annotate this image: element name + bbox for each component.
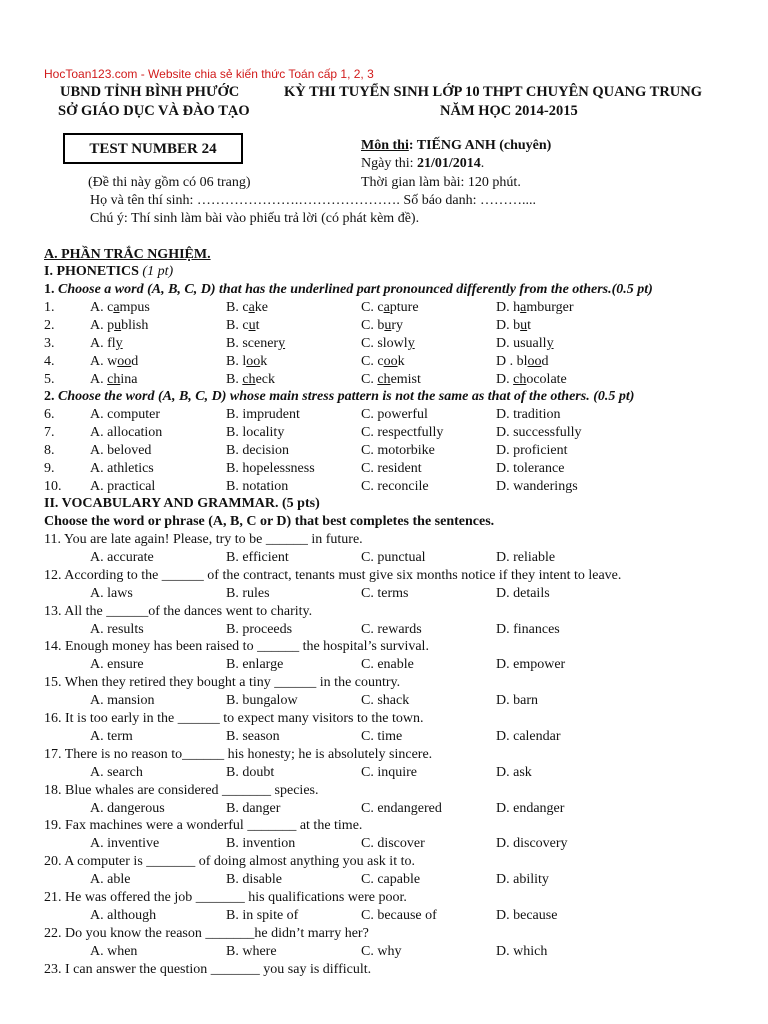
underlined-part: ch [242, 371, 256, 387]
underlined-part: a [248, 300, 255, 315]
option-b: B. invention [226, 836, 296, 852]
option-b: B. locality [226, 424, 285, 440]
header-school-year: NĂM HỌC 2014-2015 [440, 103, 578, 119]
option-c: C. rewards [361, 621, 422, 637]
option-c: C. resident [361, 460, 422, 476]
q2-instruction-text: Choose the word (A, B, C, D) whose main stress pattern is not the same as that of the others. (0.5 pt) [58, 389, 635, 404]
option-a: A. accurate [90, 549, 154, 565]
option-b: B. where [226, 943, 277, 959]
option-a: A. beloved [90, 442, 152, 458]
option-c: C. motorbike [361, 442, 435, 458]
question-text: 20. A computer is _______ of doing almost anything you ask it to. [44, 854, 415, 870]
header-exam-title: KỲ THI TUYỂN SINH LỚP 10 THPT CHUYÊN QUANG TRUNG [284, 84, 703, 100]
underlined-part: a [520, 300, 527, 315]
option-a [90, 300, 150, 316]
subject-label: Môn thi [361, 138, 409, 153]
option-a [90, 318, 148, 334]
option-d [496, 336, 554, 352]
option-d: D. ability [496, 872, 549, 888]
option-c: C. discover [361, 836, 425, 852]
underlined-part: u [384, 317, 392, 333]
underlined-part: u [520, 317, 528, 333]
option-a [90, 354, 138, 370]
option-c: C. respectfully [361, 424, 444, 440]
option-d [496, 300, 574, 316]
option-b: B. season [226, 728, 280, 744]
underlined-part: y [407, 335, 415, 351]
answer-options [44, 622, 744, 640]
question-text: 11. You are late again! Please, try to be ______ in future. [44, 532, 363, 547]
answer-options [44, 693, 744, 711]
answer-options [44, 729, 744, 747]
candidate-name-line: Họ và tên thí sinh: ………………….…………………. Số báo danh: ……….... [90, 193, 537, 208]
option-b [226, 336, 285, 352]
option-a: A. athletics [90, 460, 154, 476]
stress-row [44, 443, 744, 461]
option-b [226, 318, 259, 334]
option-b: B. notation [226, 478, 289, 494]
option-a [90, 336, 123, 352]
underlined-part: u [248, 317, 256, 333]
exam-date [361, 156, 484, 172]
question-text: 22. Do you know the reason _______he didn’t marry her? [44, 925, 369, 941]
option-b: B. in spite of [226, 907, 299, 923]
phonetics-q1-instruction [44, 282, 653, 298]
q1-instruction-text: Choose a word (A, B, C, D) that has the underlined part pronounced differently from the others.(0.5 pt) [58, 282, 653, 297]
subject-value: : TIẾNG ANH (chuyên) [408, 138, 552, 153]
option-text: A. w [90, 353, 118, 369]
option-c: C. enable [361, 657, 414, 673]
option-c: C. powerful [361, 407, 428, 422]
option-text: D. h [496, 300, 521, 315]
exam-subject [361, 138, 551, 154]
option-d: D. empower [496, 657, 566, 673]
option-c: C. inquire [361, 764, 417, 780]
option-d: D. wanderings [496, 478, 578, 494]
phonetics-row [44, 336, 744, 354]
question-number: 2. [44, 317, 55, 333]
question-text: 15. When they retired they bought a tiny ______ in the country. [44, 675, 401, 691]
header-department: SỞ GIÁO DỤC VÀ ĐÀO TẠO [58, 103, 250, 119]
option-text: blish [121, 317, 149, 333]
option-b: B. doubt [226, 764, 275, 780]
option-text: mburger [526, 300, 574, 315]
option-text: C. c [361, 300, 384, 315]
question-number: 8. [44, 442, 55, 458]
option-b: B. decision [226, 442, 289, 458]
answer-options [44, 801, 744, 819]
option-text: C. slowl [361, 335, 408, 351]
option-c: C. reconcile [361, 478, 429, 494]
section-a-title: A. PHẦN TRẮC NGHIỆM. [44, 247, 211, 262]
underlined-part: ch [377, 371, 391, 387]
option-text: d [131, 353, 139, 369]
answer-options [44, 657, 744, 675]
option-a: A. when [90, 943, 138, 959]
option-c: C. capable [361, 872, 421, 888]
option-d: D. barn [496, 693, 538, 709]
answer-options [44, 836, 744, 854]
option-b: B. rules [226, 585, 270, 601]
option-c [361, 372, 421, 388]
option-c: C. shack [361, 693, 410, 709]
option-a: A. dangerous [90, 800, 165, 816]
option-text: A. [90, 371, 108, 387]
option-text: B. l [226, 353, 247, 369]
question-number: 3. [44, 335, 55, 351]
stress-row [44, 407, 744, 425]
answer-options [44, 944, 744, 962]
phonetics-points: (1 pt) [142, 264, 174, 279]
question-number: 5. [44, 371, 55, 387]
option-text: t [255, 317, 260, 333]
option-a: A. ensure [90, 657, 144, 673]
option-a: A. search [90, 764, 143, 780]
answer-options [44, 765, 744, 783]
phonetics-row [44, 354, 744, 372]
phonetics-row [44, 300, 744, 318]
option-a: A. although [90, 907, 157, 923]
question-number: 6. [44, 407, 55, 422]
option-b [226, 300, 268, 316]
option-d: D. proficient [496, 442, 568, 458]
option-text: t [527, 317, 532, 333]
option-a [90, 372, 137, 388]
option-d: D. because [496, 907, 558, 923]
option-text: ocolate [526, 371, 567, 387]
option-b: B. efficient [226, 549, 289, 565]
option-text: d [541, 353, 549, 369]
option-text: k [397, 353, 405, 369]
option-text: A. c [90, 300, 114, 315]
option-text: B. [226, 371, 243, 387]
option-d: D. calendar [496, 728, 561, 744]
option-b: B. enlarge [226, 657, 284, 673]
option-b [226, 372, 275, 388]
underlined-part: y [546, 335, 554, 351]
test-number-box: TEST NUMBER 24 [63, 133, 243, 164]
option-d: D. discovery [496, 836, 568, 852]
option-d: D. tolerance [496, 460, 565, 476]
phonetics-title: I. PHONETICS [44, 264, 139, 279]
option-text: pture [389, 300, 419, 315]
option-a: A. inventive [90, 836, 160, 852]
option-b: B. imprudent [226, 407, 300, 422]
question-text: 18. Blue whales are considered _______ species. [44, 782, 319, 798]
option-b: B. proceeds [226, 621, 293, 637]
option-d: D. finances [496, 621, 560, 637]
answer-options [44, 908, 744, 926]
date-suffix: . [480, 156, 485, 171]
phonetics-heading [44, 264, 173, 280]
option-text: A. fl [90, 335, 116, 351]
option-a: A. laws [90, 585, 133, 601]
option-text: A. p [90, 317, 115, 333]
underlined-part: y [115, 335, 123, 351]
question-text: 16. It is too early in the ______ to expect many visitors to the town. [44, 711, 424, 726]
question-number: 9. [44, 460, 55, 476]
option-c: C. punctual [361, 549, 426, 565]
option-text: ry [391, 317, 404, 333]
option-d [496, 354, 549, 370]
exam-time: Thời gian làm bài: 120 phút. [361, 175, 521, 190]
question-text: 21. He was offered the job _______ his qualifications were poor. [44, 890, 407, 905]
option-c [361, 354, 405, 370]
option-text: D. usuall [496, 335, 547, 351]
option-a: A. mansion [90, 693, 155, 709]
pages-note: (Đề thi này gồm có 06 trang) [88, 175, 251, 190]
option-d: D. tradition [496, 407, 561, 422]
vocab-instruction: Choose the word or phrase (A, B, C or D) that best completes the sentences. [44, 514, 495, 529]
option-c [361, 300, 419, 316]
stress-row [44, 461, 744, 479]
answer-options [44, 550, 744, 568]
option-c: C. terms [361, 585, 409, 601]
phonetics-q2-instruction [44, 389, 634, 405]
question-number: 1. [44, 300, 55, 315]
option-a: A. term [90, 728, 133, 744]
underlined-part: oo [117, 353, 132, 369]
option-text: ina [120, 371, 138, 387]
option-a: A. allocation [90, 424, 163, 440]
option-text: emist [390, 371, 421, 387]
option-c [361, 318, 403, 334]
option-d [496, 318, 531, 334]
option-b [226, 354, 267, 370]
option-text: D. b [496, 317, 521, 333]
question-number: 4. [44, 353, 55, 369]
option-b: B. bungalow [226, 693, 298, 709]
question-text: 14. Enough money has been raised to ______ the hospital’s survival. [44, 639, 429, 655]
option-d [496, 372, 567, 388]
exam-note: Chú ý: Thí sinh làm bài vào phiếu trả lời (có phát kèm đề). [90, 211, 420, 226]
question-text: 12. According to the ______ of the contract, tenants must give six months notice if they intent to leave. [44, 567, 622, 583]
option-b: B. disable [226, 872, 282, 888]
phonetics-row [44, 318, 744, 336]
question-text: 13. All the ______of the dances went to charity. [44, 603, 313, 619]
option-d: D. details [496, 585, 550, 601]
option-d: D. ask [496, 764, 532, 780]
phonetics-row [44, 372, 744, 390]
option-text: mpus [119, 300, 150, 315]
answer-options [44, 586, 744, 604]
option-c: C. time [361, 728, 403, 744]
date-value: 21/01/2014 [417, 156, 481, 171]
option-a: A. able [90, 872, 131, 888]
option-c [361, 336, 415, 352]
option-a: A. computer [90, 407, 160, 422]
question-number: 7. [44, 424, 55, 440]
option-d: D. reliable [496, 549, 556, 565]
underlined-part: oo [383, 353, 398, 369]
option-text: C. c [361, 353, 384, 369]
underlined-part: ch [107, 371, 121, 387]
option-d: D. which [496, 943, 548, 959]
stress-row [44, 479, 744, 497]
option-c: C. why [361, 943, 402, 959]
option-a: A. practical [90, 478, 156, 494]
option-b: B. hopelessness [226, 460, 315, 476]
option-text: C. [361, 371, 378, 387]
question-text: 19. Fax machines were a wonderful _______ at the time. [44, 818, 363, 834]
option-b: B. danger [226, 800, 281, 816]
underlined-part: oo [246, 353, 261, 369]
option-text: B. scener [226, 335, 279, 351]
option-text: ke [254, 300, 268, 315]
option-text: B. c [226, 300, 249, 315]
date-prefix: Ngày thi: [361, 156, 417, 171]
underlined-part: oo [527, 353, 542, 369]
vocab-title: II. VOCABULARY AND GRAMMAR. (5 pts) [44, 496, 320, 511]
underlined-part: u [114, 317, 122, 333]
option-c: C. endangered [361, 800, 442, 816]
option-text: D . bl [496, 353, 528, 369]
underlined-part: a [383, 300, 390, 315]
question-text: 23. I can answer the question _______ you say is difficult. [44, 961, 372, 977]
question-text: 17. There is no reason to______ his honesty; he is absolutely sincere. [44, 746, 433, 762]
question-number: 10. [44, 478, 62, 494]
option-text: D. [496, 371, 514, 387]
q2-number: 2. [44, 389, 55, 404]
option-a: A. results [90, 621, 144, 637]
site-banner: HocToan123.com - Website chia sẻ kiến thức Toán cấp 1, 2, 3 [44, 67, 374, 81]
answer-options [44, 872, 744, 890]
stress-row [44, 425, 744, 443]
option-d: D. endanger [496, 800, 565, 816]
option-text: eck [255, 371, 275, 387]
q1-number: 1. [44, 282, 55, 297]
option-text: B. c [226, 317, 249, 333]
option-text: C. b [361, 317, 385, 333]
underlined-part: y [278, 335, 286, 351]
header-province: UBND TỈNH BÌNH PHƯỚC [60, 84, 240, 100]
option-c: C. because of [361, 907, 437, 923]
option-text: k [260, 353, 268, 369]
underlined-part: ch [513, 371, 527, 387]
underlined-part: a [113, 300, 120, 315]
option-d: D. successfully [496, 424, 582, 440]
